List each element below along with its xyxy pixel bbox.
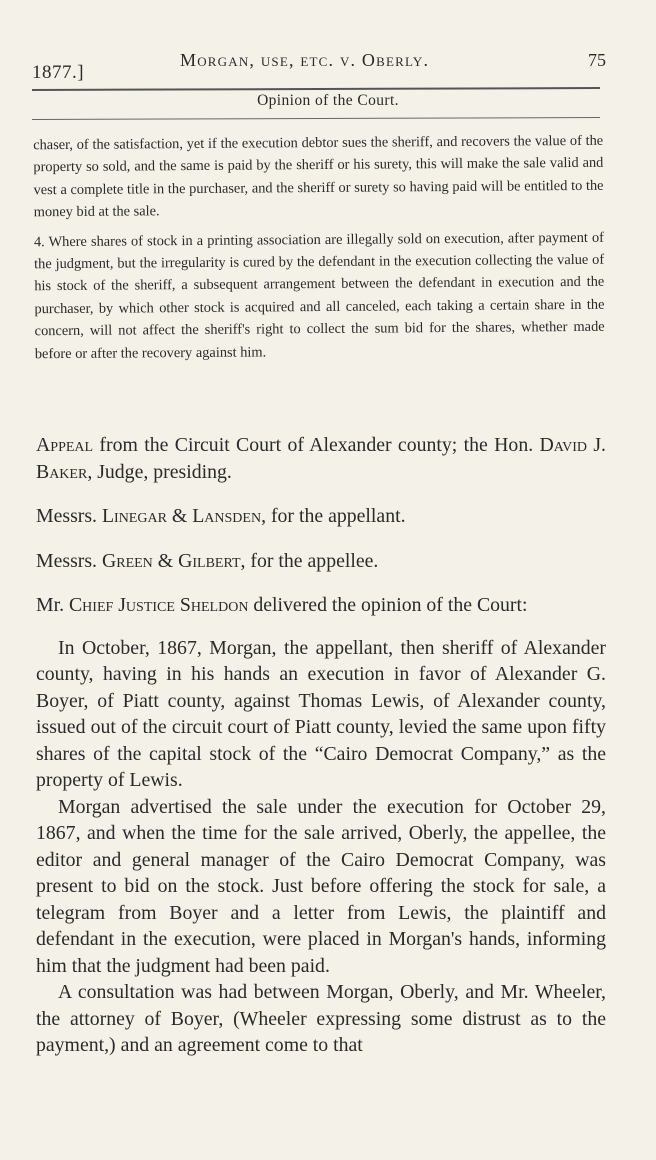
syllabus-paragraph-continued: chaser, of the satisfaction, yet if the execution debtor sues the sheriff, and recovers the value of the property so sold, and the same is paid by the sheriff or his surety, this will make the sale valid and vest a complete title in the purchaser, and the sheriff or surety so having paid will be entitled to the money bid at the sale. [33,132,604,221]
appeal-text-2: , Judge, presiding. [87,460,232,483]
opinion-intro-suffix: delivered the opinion of the Court: [248,594,528,616]
counsel-appellee [36,548,606,575]
opinion-paragraph-3: A consultation was had between Morgan, Oberly, and Mr. Wheeler, the attorney of Boyer, (Wheeler expressing some distrust as to the payment,) and an agreement come to that [36,981,606,1056]
appeal-prefix: Appeal [36,434,94,456]
opinion-paragraph-2: Morgan advertised the sale under the execution for October 29, 1867, and when the time for the sale arrived, Oberly, the appellee, the editor and general manager of the Cairo Democrat Company, was present to bid on the stock. Just before offering the stock for sale, a telegram from Boyer and a letter from Lewis, the plaintiff and defendant in the execution, were placed in Morgan's hands, informing him that the judgment had been paid. [36,795,606,977]
opinion-intro-prefix: Mr. [36,594,69,616]
header-rule-bottom [32,117,600,120]
counsel-appellant-names: Linegar & Lansden [101,505,262,527]
counsel-appellee-prefix: Messrs. [36,549,102,572]
opinion-body [36,432,606,1059]
header-rule-top [32,87,600,91]
appeal-text-1: from the Circuit Court of Alexander county; the Hon. [93,434,540,456]
syllabus [33,130,605,366]
counsel-appellant-prefix: Messrs. [36,505,102,527]
counsel-appellant-suffix: , for the appellant. [261,505,406,527]
counsel-appellant [36,503,606,530]
syllabus-paragraph-4: 4. Where shares of stock in a printing association are illegally sold on execution, after payment of the judgment, but the irregularity is cured by the defendant in the execution collecting the value of his stock of the sheriff, a subsequent arrangement between the defendant in execution and the purchaser, by which other stock is acquired and all canceled, each taking a certain share in the concern, will not affect the sheriff's right to collect the sum bid for the shares, whether made before or after the recovery against him. [33,229,605,362]
section-title: Opinion of the Court. [257,92,399,109]
opinion-paragraph-1: In October, 1867, Morgan, the appellant, then sheriff of Alexander county, having in his hands an execution in favor of Alexander G. Boyer, of Piatt county, against Thomas Lewis, of Alexander county, issued out of the circuit court of Piatt county, levied the same upon fifty shares of the capital stock of the “Cairo Democrat Company,” as the property of Lewis. [36,636,606,791]
header-year: 1877.] [32,62,85,83]
header-case-title: Morgan, use, etc. v. Oberly. [180,50,430,70]
justice-name: Chief Justice Sheldon [68,594,249,616]
counsel-appellee-suffix: , for the appellee. [240,549,379,572]
judge-name: David J. Baker [36,434,606,483]
opinion-intro [36,592,606,619]
page-number: 75 [588,50,606,70]
counsel-appellee-names: Green & Gilbert [101,549,241,572]
running-header [32,50,606,84]
appeal-line [36,432,606,485]
